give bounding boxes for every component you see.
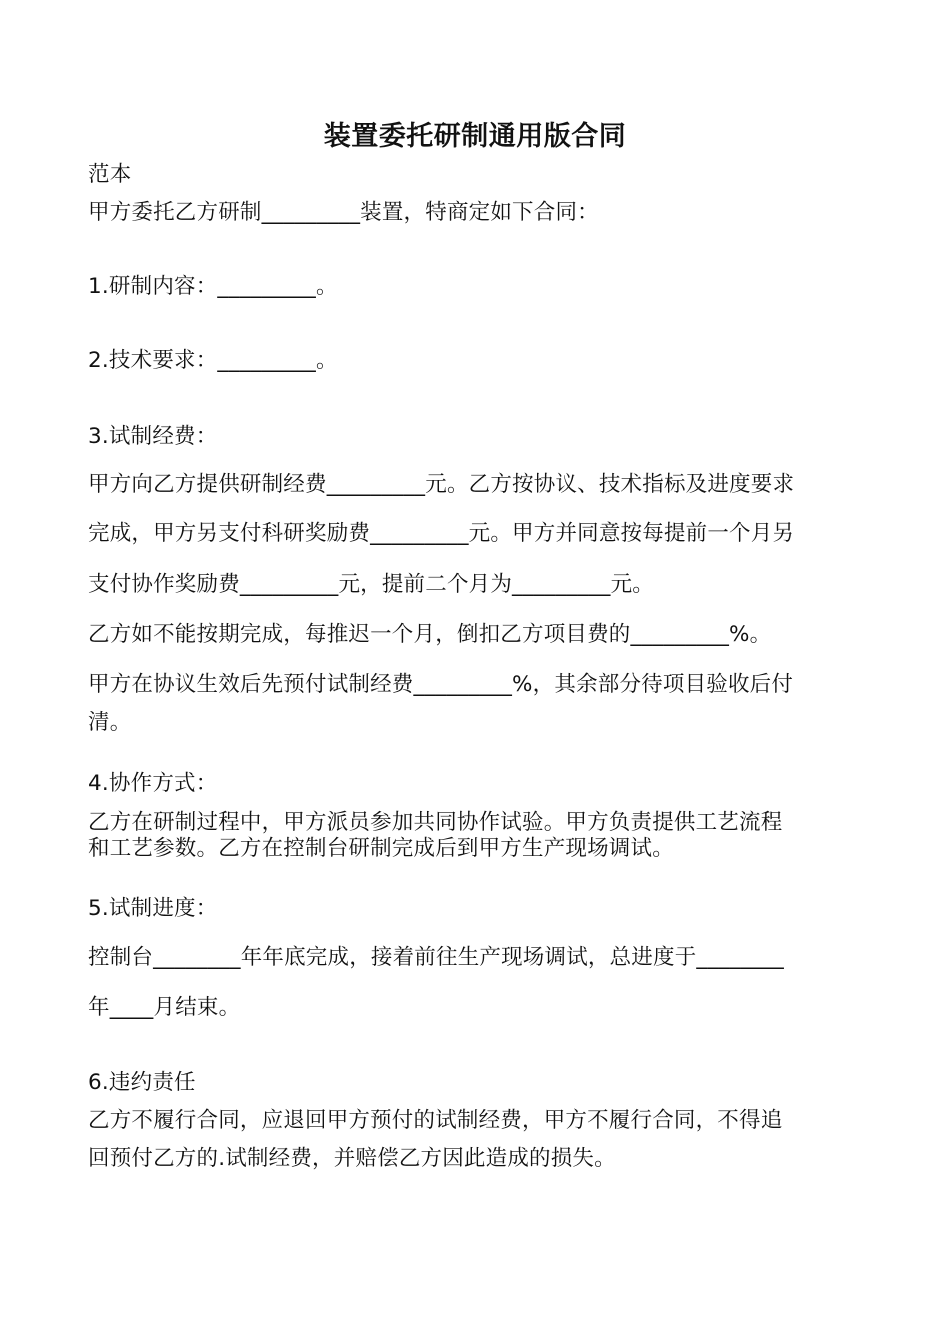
section-5-line: 年____月结束。 xyxy=(88,995,241,1020)
section-3-heading: 3.试制经费： xyxy=(88,424,218,449)
section-6-heading: 6.违约责任 xyxy=(88,1070,196,1095)
document-subtitle: 范本 xyxy=(88,162,132,187)
section-5-line: 控制台________年年底完成，接着前往生产现场调试，总进度于________ xyxy=(88,945,785,970)
section-1-research-content: 1.研制内容：_________。 xyxy=(88,274,338,299)
document-title: 装置委托研制通用版合同 xyxy=(323,121,627,152)
intro-paragraph: 甲方委托乙方研制_________装置，特商定如下合同： xyxy=(88,200,599,225)
section-3-line: 乙方如不能按期完成，每推迟一个月，倒扣乙方项目费的_________%。 xyxy=(88,622,772,647)
section-2-technical-requirements: 2.技术要求：_________。 xyxy=(88,348,338,373)
section-5-heading: 5.试制进度： xyxy=(88,896,218,921)
section-4-line: 和工艺参数。乙方在控制台研制完成后到甲方生产现场调试。 xyxy=(88,836,674,861)
section-4-heading: 4.协作方式： xyxy=(88,771,218,796)
section-3-line: 支付协作奖励费_________元，提前二个月为_________元。 xyxy=(88,572,655,597)
section-3-line: 甲方在协议生效后先预付试制经费_________%，其余部分待项目验收后付 xyxy=(88,672,794,697)
section-3-line: 清。 xyxy=(88,710,132,735)
section-3-line: 甲方向乙方提供研制经费_________元。乙方按协议、技术指标及进度要求 xyxy=(88,472,795,497)
section-6-line: 乙方不履行合同，应退回甲方预付的试制经费，甲方不履行合同，不得追 xyxy=(88,1108,783,1133)
section-4-line: 乙方在研制过程中，甲方派员参加共同协作试验。甲方负责提供工艺流程 xyxy=(88,810,783,835)
section-3-line: 完成，甲方另支付科研奖励费_________元。甲方并同意按每提前一个月另 xyxy=(88,521,795,546)
section-6-line: 回预付乙方的.试制经费，并赔偿乙方因此造成的损失。 xyxy=(88,1146,616,1171)
